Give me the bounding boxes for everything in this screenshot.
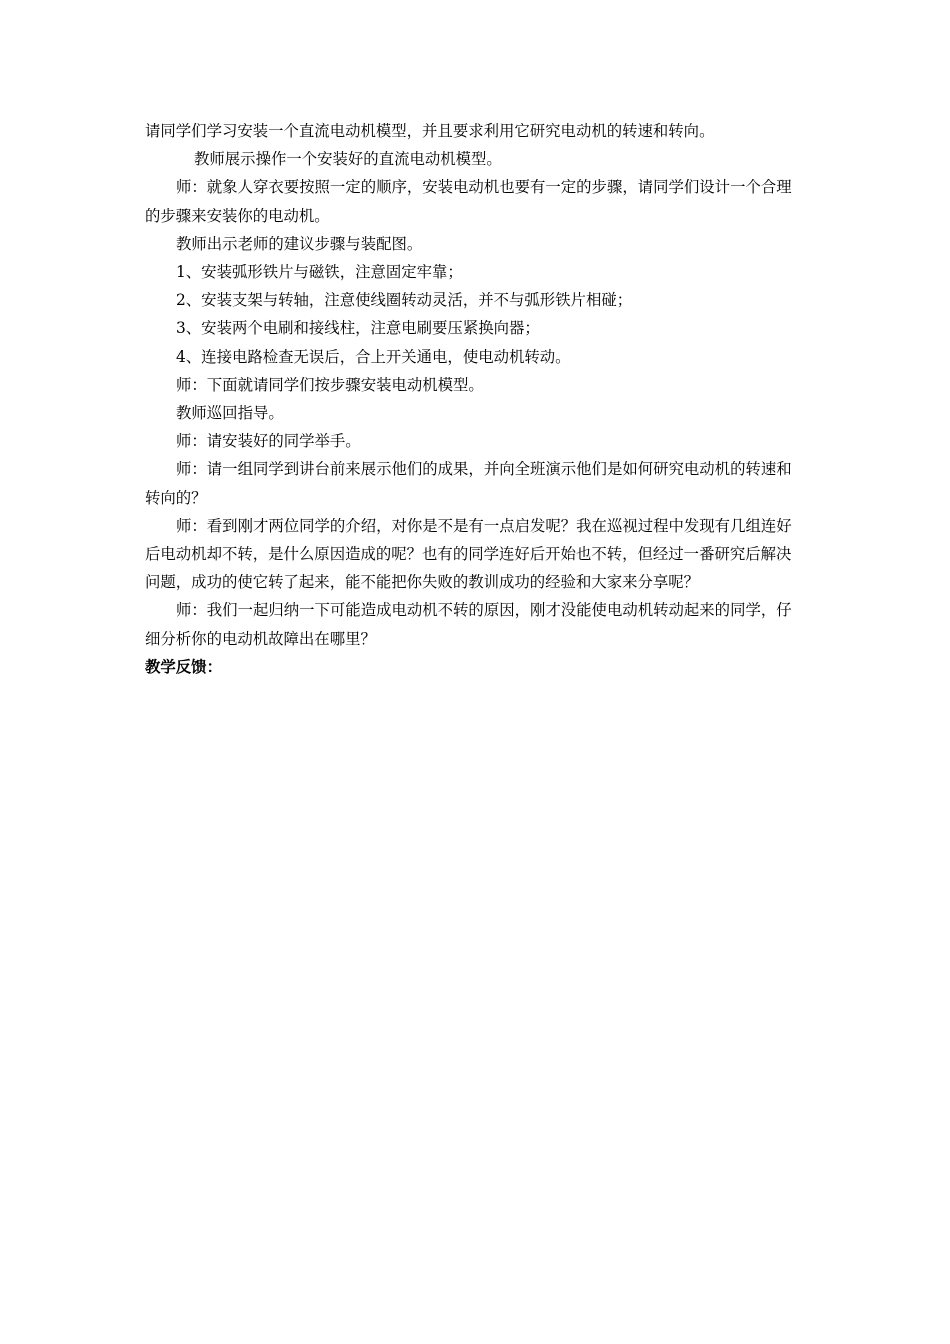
paragraph-teacher-steps-question: 师：就象人穿衣要按照一定的顺序，安装电动机也要有一定的步骤，请同学们设计一个合理的步骤来安装你的电动机。 bbox=[145, 178, 792, 225]
paragraph-teacher-shows-steps: 教师出示老师的建议步骤与装配图。 bbox=[176, 234, 423, 253]
step-4: 4、连接电路检查无误后，合上开关通电，使电动机转动。 bbox=[176, 347, 571, 366]
paragraph-raise-hands: 师：请安装好的同学举手。 bbox=[176, 432, 361, 451]
step-2: 2、安装支架与转轴，注意使线圈转动灵活，并不与弧形铁片相碰； bbox=[176, 291, 633, 310]
paragraph-teacher-guides: 教师巡回指导。 bbox=[176, 404, 284, 423]
paragraph-group-demo: 师：请一组同学到讲台前来展示他们的成果，并向全班演示他们是如何研究电动机的转速和转向的？ bbox=[145, 460, 792, 507]
document-body bbox=[145, 117, 805, 681]
step-1: 1、安装弧形铁片与磁铁，注意固定牢靠； bbox=[176, 263, 463, 282]
feedback-heading: 教学反馈： bbox=[145, 657, 222, 676]
paragraph-inspiration: 师：看到刚才两位同学的介绍，对你是不是有一点启发呢？我在巡视过程中发现有几组连好后电动机却不转，是什么原因造成的呢？也有的同学连好后开始也不转，但经过一番研究后解决问题，成功的使它转了起来，能不能把你失败的教训成功的经验和大家来分享呢？ bbox=[145, 516, 792, 592]
paragraph-teacher-demo: 教师展示操作一个安装好的直流电动机模型。 bbox=[194, 150, 502, 169]
paragraph-intro: 请同学们学习安装一个直流电动机模型，并且要求利用它研究电动机的转速和转向。 bbox=[145, 122, 715, 140]
paragraph-install-instruction: 师：下面就请同学们按步骤安装电动机模型。 bbox=[176, 375, 484, 394]
step-3: 3、安装两个电刷和接线柱，注意电刷要压紧换向器； bbox=[176, 319, 540, 338]
paragraph-summary: 师：我们一起归纳一下可能造成电动机不转的原因，刚才没能使电动机转动起来的同学，仔细分析你的电动机故障出在哪里？ bbox=[145, 601, 792, 648]
